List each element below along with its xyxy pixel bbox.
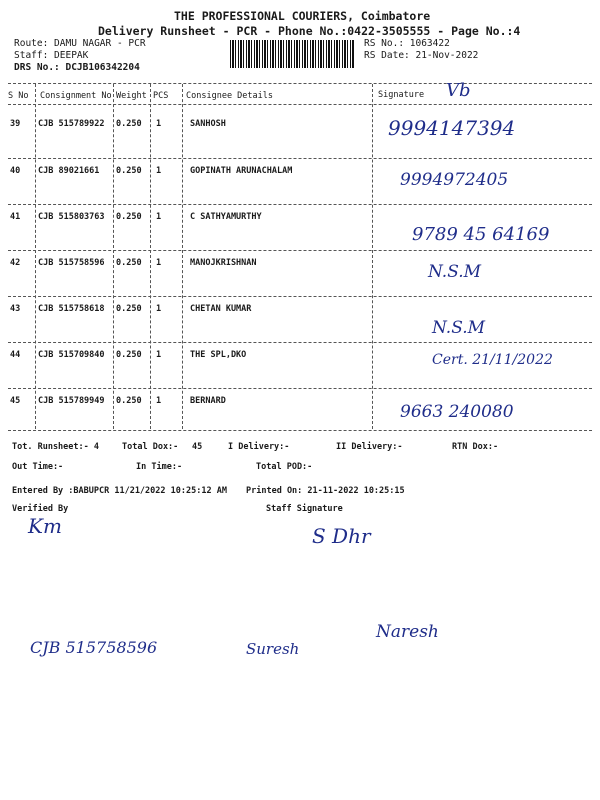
row-weight: 0.250 xyxy=(116,212,142,222)
header-signature: Vb xyxy=(446,80,471,101)
i-delivery: I Delivery:- xyxy=(228,442,290,452)
row-pcs: 1 xyxy=(156,396,162,406)
row-pcs: 1 xyxy=(156,212,162,222)
row-pcs: 1 xyxy=(156,304,162,314)
row-weight: 0.250 xyxy=(116,166,142,176)
ii-delivery: II Delivery:- xyxy=(336,442,403,452)
verified-by-label: Verified By xyxy=(12,504,69,514)
row-rule xyxy=(8,250,592,251)
row-pcs: 1 xyxy=(156,166,162,176)
row-consignment: CJB 515789949 xyxy=(38,396,105,406)
row-rule xyxy=(8,388,592,389)
rs-number: RS No.: 1063422 xyxy=(364,38,450,49)
total-dox-value: 45 xyxy=(192,442,203,452)
row-consignee: BERNARD xyxy=(190,396,226,406)
row-pcs: 1 xyxy=(156,258,162,268)
row-weight: 0.250 xyxy=(116,258,142,268)
verified-signature: Km xyxy=(28,514,62,538)
printed-on: Printed On: 21-11-2022 10:25:15 xyxy=(246,486,405,496)
table-bottom-rule xyxy=(8,430,592,431)
out-time: Out Time:- xyxy=(12,462,64,472)
row-rule xyxy=(8,296,592,297)
row-consignment: CJB 89021661 xyxy=(38,166,100,176)
row-sno: 42 xyxy=(10,258,21,268)
divider xyxy=(113,84,114,429)
row-signature: Cert. 21/11/2022 xyxy=(432,352,553,368)
rtn-dox: RTN Dox:- xyxy=(452,442,499,452)
row-consignment: CJB 515789922 xyxy=(38,119,105,129)
runsheet-subtitle: Delivery Runsheet - PCR - Phone No.:0422-3505555 - Page No.:4 xyxy=(98,24,521,38)
row-signature: 9789 45 64169 xyxy=(412,224,550,245)
total-pod: Total POD:- xyxy=(256,462,313,472)
row-signature: N.S.M xyxy=(432,318,486,338)
row-rule xyxy=(8,342,592,343)
divider xyxy=(372,84,373,429)
staff-signature: S Dhr xyxy=(312,524,371,548)
staff-text: Staff: DEEPAK xyxy=(14,50,89,61)
row-consignee: SANHOSH xyxy=(190,119,226,129)
row-weight: 0.250 xyxy=(116,119,142,129)
row-consignment: CJB 515803763 xyxy=(38,212,105,222)
row-consignee: MANOJKRISHNAN xyxy=(190,258,257,268)
route-text: Route: DAMU NAGAR - PCR xyxy=(14,38,146,49)
entered-by: Entered By :BABUPCR 11/21/2022 10:25:12 AM xyxy=(12,486,227,496)
total-dox-label: Total Dox:- xyxy=(122,442,179,452)
rs-date: RS Date: 21-Nov-2022 xyxy=(364,50,479,61)
in-time: In Time:- xyxy=(136,462,183,472)
col-signature: Signature xyxy=(378,90,425,100)
table-header-rule xyxy=(8,104,592,105)
row-pcs: 1 xyxy=(156,119,162,129)
row-weight: 0.250 xyxy=(116,350,142,360)
row-sno: 45 xyxy=(10,396,21,406)
handwritten-signature: Naresh xyxy=(376,622,439,642)
row-signature: 9994147394 xyxy=(388,116,516,140)
row-weight: 0.250 xyxy=(116,304,142,314)
row-sno: 43 xyxy=(10,304,21,314)
row-consignment: CJB 515758618 xyxy=(38,304,105,314)
row-signature: N.S.M xyxy=(428,262,482,282)
tot-runsheet: Tot. Runsheet:- 4 xyxy=(12,442,99,452)
table-top-rule xyxy=(8,83,592,84)
row-rule xyxy=(8,158,592,159)
row-consignment: CJB 515709840 xyxy=(38,350,105,360)
row-consignee: GOPINATH ARUNACHALAM xyxy=(190,166,293,176)
col-weight: Weight xyxy=(116,91,147,101)
divider xyxy=(150,84,151,429)
row-signature: 9663 240080 xyxy=(400,402,514,422)
divider xyxy=(182,84,183,429)
staff-signature-label: Staff Signature xyxy=(266,504,343,514)
row-signature: 9994972405 xyxy=(400,170,509,190)
col-pcs: PCS xyxy=(153,91,169,101)
row-consignee: THE SPL,DKO xyxy=(190,350,247,360)
row-consignee: C SATHYAMURTHY xyxy=(190,212,262,222)
company-title: THE PROFESSIONAL COURIERS, Coimbatore xyxy=(174,9,431,23)
col-consignment: Consignment No xyxy=(40,91,112,101)
row-sno: 41 xyxy=(10,212,21,222)
handwritten-signature: Suresh xyxy=(246,640,300,658)
row-consignment: CJB 515758596 xyxy=(38,258,105,268)
row-sno: 40 xyxy=(10,166,21,176)
handwritten-consignment: CJB 515758596 xyxy=(30,638,158,657)
row-weight: 0.250 xyxy=(116,396,142,406)
row-consignee: CHETAN KUMAR xyxy=(190,304,252,314)
row-pcs: 1 xyxy=(156,350,162,360)
divider xyxy=(35,84,36,429)
drs-number: DRS No.: DCJB106342204 xyxy=(14,62,140,73)
col-sno: S No xyxy=(8,91,29,101)
row-sno: 39 xyxy=(10,119,21,129)
col-consignee: Consignee Details xyxy=(186,91,273,101)
row-rule xyxy=(8,204,592,205)
barcode xyxy=(230,40,355,68)
row-sno: 44 xyxy=(10,350,21,360)
